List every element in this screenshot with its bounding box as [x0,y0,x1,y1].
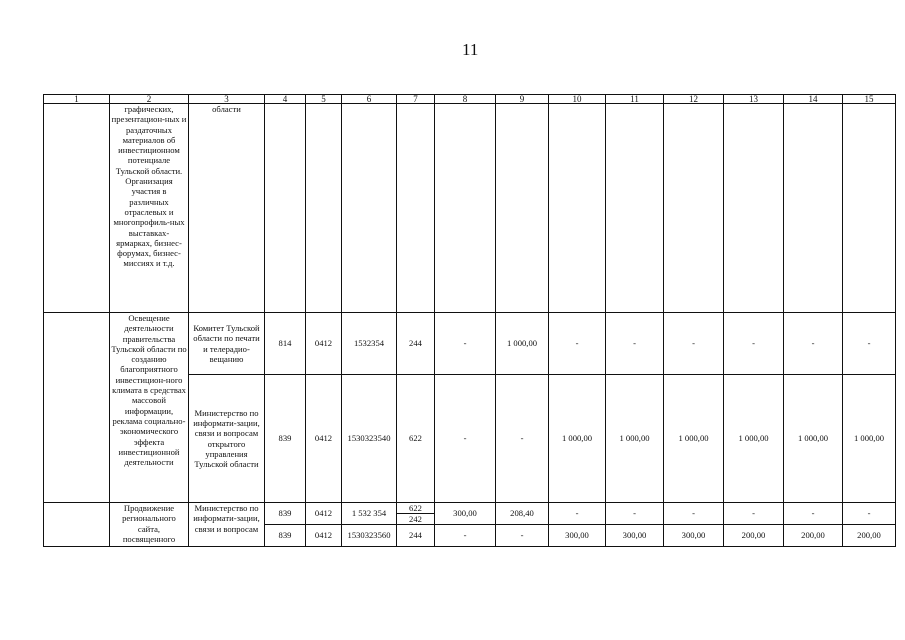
header-row [44,95,896,104]
executor-cell: Министерство по информати-зации, связи и вопросам открытого управления Тульской области [189,375,265,503]
table-cell: - [843,503,896,525]
table-cell [843,104,896,313]
table-cell: 0412 [306,375,342,503]
col-header: 8 [435,95,496,104]
table-cell: - [435,525,496,547]
col-header: 9 [496,95,549,104]
table-cell: 1532354 [342,313,397,375]
expense-type-cell [397,503,435,525]
table-cell: - [724,313,784,375]
col-header: 4 [265,95,306,104]
col-header: 13 [724,95,784,104]
table-cell: - [549,503,606,525]
expense-type-top: 622 [397,503,434,514]
expense-type-bottom: 242 [409,514,422,524]
table-cell: 1 000,00 [496,313,549,375]
col-header: 15 [843,95,896,104]
table-cell: 1 000,00 [784,375,843,503]
executor-cell: области [189,104,265,313]
col-header: 10 [549,95,606,104]
table-cell [724,104,784,313]
table-cell: 814 [265,313,306,375]
table-cell: 200,00 [843,525,896,547]
col-header: 5 [306,95,342,104]
table-cell: - [843,313,896,375]
activity-description: графических, презентацион-ных и раздаточных материалов об инвестиционном потенциале Тульской области. Организация участия в различных отраслевых и многопрофиль-ных выставках-ярмарках, бизнес-форумах, бизнес-миссиях и т.д. [110,104,189,313]
table-cell: 208,40 [496,503,549,525]
table-cell: - [606,313,664,375]
table-row [44,503,896,525]
table-cell: 0412 [306,313,342,375]
table-cell: 1530323540 [342,375,397,503]
table-cell: 622 [397,375,435,503]
table-cell: - [496,525,549,547]
table-cell [784,104,843,313]
col-header: 12 [664,95,724,104]
table-cell [342,104,397,313]
table-cell [606,104,664,313]
table-cell: - [724,503,784,525]
table-cell: - [606,503,664,525]
table-cell: - [435,313,496,375]
table-cell: - [496,375,549,503]
table-cell: 244 [397,313,435,375]
table-row [44,104,896,313]
table-cell: 1 000,00 [664,375,724,503]
col-header: 3 [189,95,265,104]
table-cell: - [549,313,606,375]
table-cell: 1 000,00 [724,375,784,503]
activity-description: Освещение деятельности правительства Тульской области по созданию благоприятного инвестицион-ного климата в средствах массовой информации, реклама социально-экономического эффекта инвестиционной деятельности [110,313,189,503]
col-header: 11 [606,95,664,104]
col-header: 7 [397,95,435,104]
table-cell [306,104,342,313]
table-cell: - [435,375,496,503]
budget-table [43,94,896,547]
table-cell: 839 [265,503,306,525]
table-cell: 200,00 [784,525,843,547]
table-cell [435,104,496,313]
table-cell: - [664,313,724,375]
table-cell: 1 000,00 [606,375,664,503]
table-cell: 1 000,00 [843,375,896,503]
table-cell: 300,00 [664,525,724,547]
table-cell [549,104,606,313]
col-header: 14 [784,95,843,104]
table-cell: - [664,503,724,525]
activity-description: Продвижение регионального сайта, посвященного [110,503,189,547]
table-cell: - [784,313,843,375]
table-cell: 1 532 354 [342,503,397,525]
col-header: 6 [342,95,397,104]
table-cell: 0412 [306,503,342,525]
table-cell: 300,00 [435,503,496,525]
executor-cell: Министерство по информати-зации, связи и вопросам [189,503,265,547]
col-header: 1 [44,95,110,104]
table-cell: 300,00 [606,525,664,547]
table-cell [664,104,724,313]
table-cell: 0412 [306,525,342,547]
table-cell: 839 [265,375,306,503]
page-number: 11 [462,40,479,59]
table-cell: 1 000,00 [549,375,606,503]
table-cell: 244 [397,525,435,547]
executor-cell: Комитет Тульской области по печати и телерадио-вещанию [189,313,265,375]
table-cell [44,313,110,503]
table-cell [44,503,110,547]
table-cell [265,104,306,313]
table-cell: 1530323560 [342,525,397,547]
table-cell: 200,00 [724,525,784,547]
table-cell [397,104,435,313]
table-cell [44,104,110,313]
table-cell: 300,00 [549,525,606,547]
table-cell: - [784,503,843,525]
col-header: 2 [110,95,189,104]
table-cell: 839 [265,525,306,547]
table-row [44,313,896,375]
table-cell [496,104,549,313]
